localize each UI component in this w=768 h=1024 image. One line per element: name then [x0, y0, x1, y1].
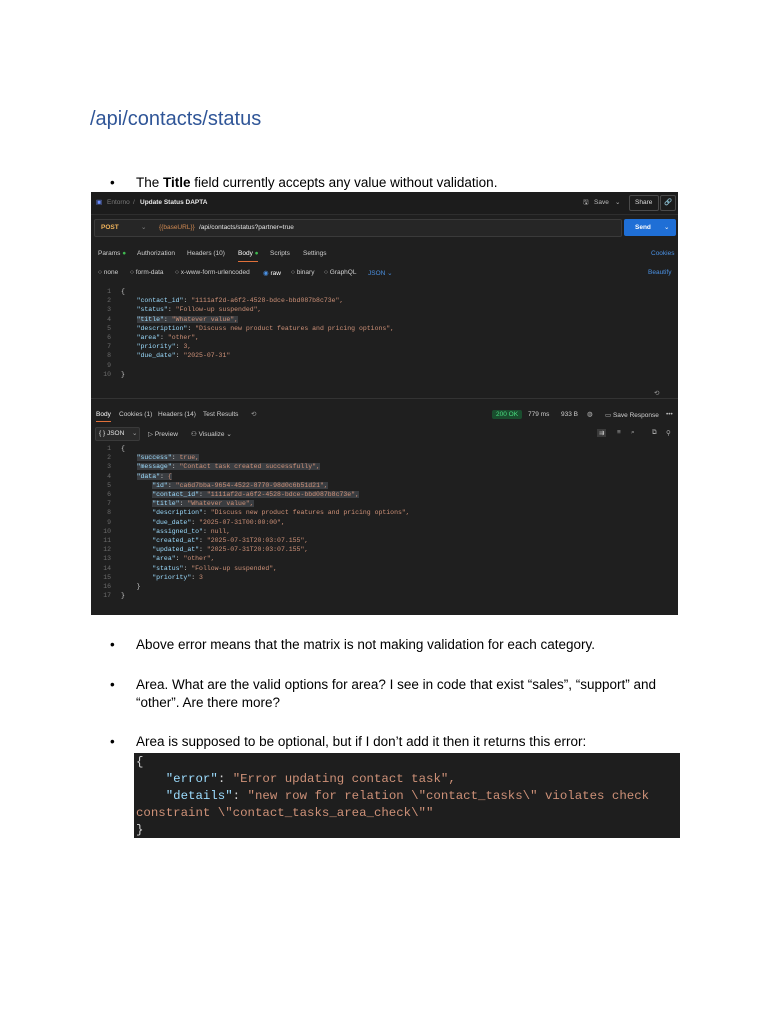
url-variable: {{baseURL}}	[159, 224, 195, 231]
beautify-link[interactable]: Beautify	[648, 269, 672, 276]
globe-icon[interactable]: ◍	[587, 411, 593, 418]
line-number: 1	[107, 445, 111, 452]
wrap-icon[interactable]: ⇉	[599, 430, 605, 437]
share-label: Share	[635, 199, 653, 206]
code-line	[91, 352, 230, 359]
line-number: 5	[107, 481, 111, 489]
more-icon[interactable]: •••	[666, 411, 673, 418]
body-type-urlencoded[interactable]: ○ x-www-form-urlencoded	[175, 269, 250, 276]
tab-params[interactable]: Params ●	[98, 250, 127, 257]
line-number: 9	[107, 361, 111, 369]
share-button[interactable]	[629, 195, 659, 211]
code-line	[91, 316, 238, 323]
code-text: "success": true,	[136, 454, 200, 462]
breadcrumb-parent[interactable]: Entorno	[107, 199, 130, 206]
code-text: "message": "Contact task created successfully",	[136, 463, 320, 471]
link-button[interactable]	[660, 195, 676, 211]
method-select[interactable]: POST	[101, 224, 119, 231]
tab-settings[interactable]: Settings	[303, 250, 327, 257]
response-format-label: { } JSON	[99, 430, 125, 437]
code-line: constraint \"contact_tasks_area_check\""	[136, 806, 434, 820]
code-text: }	[121, 370, 125, 378]
request-editor[interactable]	[91, 288, 678, 398]
code-text: "status": "Follow-up suspended",	[136, 306, 262, 314]
request-name[interactable]: Update Status DAPTA	[140, 199, 208, 206]
search-icon[interactable]: ⌕	[631, 429, 635, 436]
bullet3-text: Area. What are the valid options for area? I see in code that exist “sales”, “support” and “other”. Are there more?	[136, 677, 657, 710]
code-line	[91, 546, 308, 553]
line-number: 10	[103, 370, 111, 378]
line-number: 15	[103, 573, 111, 581]
line-number: 11	[103, 537, 111, 544]
code-text: "id": "ca6d7bba-9654-4522-8770-98d0c6b51d21",	[152, 481, 328, 489]
code-line	[91, 519, 285, 526]
code-line	[91, 565, 277, 572]
code-line: {	[136, 755, 144, 769]
code-text: "created_at": "2025-07-31T20:03:07.155",	[152, 537, 309, 544]
code-line	[91, 509, 410, 516]
bullet2-text: Above error means that the matrix is not making validation for each category.	[136, 637, 595, 652]
send-label: Send	[635, 224, 651, 231]
code-line	[91, 583, 141, 590]
bullet-title-validation	[110, 174, 680, 192]
code-line	[91, 500, 254, 507]
bullet1-pre: The	[136, 175, 164, 190]
history-icon[interactable]: ⟲	[251, 411, 257, 418]
code-text: "contact_id": "1111af2d-a6f2-4528-bdce-bbd087b8c73e",	[136, 297, 344, 305]
breadcrumb-sep: /	[133, 199, 135, 206]
code-text: }	[121, 583, 141, 590]
code-text: "area": "other",	[152, 555, 215, 563]
link-icon[interactable]: ⚲	[666, 430, 671, 437]
code-text: "title": "Whatever value",	[136, 315, 239, 323]
code-text: "description": "Discuss new product features and pricing options",	[152, 509, 410, 517]
line-number: 6	[107, 334, 111, 341]
code-text: "due_date": "2025-07-31T00:00:00",	[152, 518, 285, 526]
code-text: "data": {	[136, 472, 172, 480]
code-line	[91, 288, 125, 295]
code-text: "priority": 3	[152, 573, 203, 581]
code-text: "status": "Follow-up suspended",	[152, 564, 278, 572]
tab-body-underline	[238, 261, 258, 262]
line-number: 12	[103, 546, 111, 554]
code-text: "due_date": "2025-07-31"	[136, 352, 231, 360]
chevron-down-icon[interactable]: ⌄	[615, 199, 621, 206]
save-icon: 🖫	[583, 199, 589, 206]
bullet-dot: •	[110, 637, 115, 652]
bullet-dot: •	[110, 175, 115, 190]
line-number: 14	[103, 564, 111, 572]
resp-tab-cookies[interactable]: Cookies (1)	[119, 411, 153, 418]
code-text: }	[121, 592, 125, 600]
line-number: 17	[103, 592, 111, 600]
code-text: "contact_id": "1111af2d-a6f2-4528-bdce-bbd087b8c73e",	[152, 491, 359, 498]
cookies-link[interactable]: Cookies	[651, 250, 675, 257]
code-text: {	[121, 445, 125, 452]
line-number: 5	[107, 324, 111, 332]
filter-icon[interactable]: ≡	[617, 429, 621, 436]
code-line	[91, 537, 308, 544]
tab-scripts[interactable]: Scripts	[270, 250, 290, 257]
line-number: 8	[107, 509, 111, 517]
code-line	[91, 445, 125, 452]
code-text: "updated_at": "2025-07-31T20:03:07.155",	[152, 546, 309, 554]
code-line	[91, 306, 261, 313]
line-number: 2	[107, 454, 111, 462]
tab-headers[interactable]: Headers (10)	[187, 250, 225, 257]
status-badge: 200 OK	[492, 410, 522, 419]
send-chevron-icon[interactable]: ⌄	[664, 224, 670, 231]
code-line	[91, 454, 199, 461]
body-type-graphql[interactable]: ○ GraphQL	[324, 269, 357, 276]
line-number: 16	[103, 583, 111, 590]
code-line	[91, 371, 125, 378]
code-line	[91, 555, 215, 562]
line-number: 7	[107, 500, 111, 508]
bullet-area-optional	[110, 733, 680, 751]
bullet-area-options	[110, 676, 680, 712]
bullet-dot: •	[110, 734, 115, 749]
history-icon[interactable]: ⟲	[654, 390, 660, 397]
save-button[interactable]: Save	[594, 199, 609, 206]
body-format-select[interactable]: JSON ⌄	[368, 270, 393, 277]
line-number: 9	[107, 518, 111, 526]
body-type-none[interactable]: ○ none	[98, 269, 119, 276]
bullet-matrix	[110, 636, 680, 654]
body-type-form-data[interactable]: ○ form-data	[130, 269, 164, 276]
visualize-button[interactable]: ⚇ Visualize ⌄	[191, 431, 232, 438]
send-button[interactable]	[624, 219, 676, 236]
resp-tab-body-underline	[96, 421, 111, 422]
line-number: 4	[107, 315, 111, 323]
code-line	[91, 343, 191, 350]
line-number: 10	[103, 527, 111, 535]
postman-screenshot	[91, 192, 678, 615]
code-text: "description": "Discuss new product features and pricing options",	[136, 324, 395, 332]
line-number: 6	[107, 491, 111, 498]
line-number: 7	[107, 343, 111, 351]
code-line	[91, 528, 230, 535]
body-type-binary[interactable]: ○ binary	[291, 269, 315, 276]
code-text: "title": "Whatever value",	[152, 500, 254, 508]
resp-tab-headers[interactable]: Headers (14)	[158, 411, 196, 418]
response-format-select[interactable]	[95, 427, 140, 441]
code-line	[91, 473, 172, 480]
code-line	[91, 482, 328, 489]
method-chevron-icon: ⌄	[141, 224, 147, 231]
code-line	[91, 362, 121, 369]
tab-body[interactable]: Body ●	[238, 250, 259, 257]
code-text: "priority": 3,	[136, 343, 192, 351]
line-number: 4	[107, 472, 111, 480]
bullet4-text: Area is supposed to be optional, but if I don’t add it then it returns this error:	[136, 734, 587, 749]
line-number: 2	[107, 297, 111, 305]
line-number: 8	[107, 352, 111, 360]
code-line	[91, 325, 394, 332]
code-text: "assigned_to": null,	[152, 527, 231, 535]
code-line	[91, 334, 199, 341]
page-heading: /api/contacts/status	[90, 108, 262, 130]
copy-icon[interactable]: ⧉	[652, 429, 657, 436]
tab-authorization[interactable]: Authorization	[137, 250, 175, 257]
response-divider	[91, 398, 678, 399]
response-viewer[interactable]	[91, 445, 678, 610]
line-number: 13	[103, 555, 111, 563]
code-line	[91, 463, 320, 470]
bullet-dot: •	[110, 677, 115, 692]
body-type-raw[interactable]: ◉ raw	[263, 270, 281, 277]
code-line	[91, 574, 203, 581]
preview-button[interactable]: ▷ Preview	[148, 431, 178, 438]
link-icon: 🔗	[664, 199, 673, 206]
code-line: "error": "Error updating contact task",	[165, 772, 456, 786]
code-line	[91, 592, 125, 599]
collection-icon: ▣	[96, 199, 103, 206]
chevron-down-icon: ⌄	[132, 430, 138, 437]
response-time: 779 ms	[528, 411, 550, 418]
url-bar[interactable]	[94, 219, 622, 237]
line-number: 3	[107, 306, 111, 314]
code-text: {	[121, 288, 125, 295]
resp-tab-body[interactable]: Body	[96, 411, 111, 418]
error-code-block	[134, 753, 680, 838]
line-number: 3	[107, 463, 111, 471]
line-number: 1	[107, 288, 111, 295]
code-line: }	[136, 823, 144, 837]
code-line	[91, 491, 359, 498]
code-line	[91, 297, 343, 304]
url-path[interactable]: /api/contacts/status?partner=true	[199, 224, 294, 231]
save-response-button[interactable]: ▭ Save Response	[605, 412, 659, 419]
response-size: 933 B	[561, 411, 578, 418]
code-text: "area": "other",	[136, 334, 200, 341]
bullet1-post: field currently accepts any value without validation.	[190, 175, 498, 190]
code-line: "details": "new row for relation \"contact_tasks\" violates check	[165, 789, 650, 803]
bullet1-bold: Title	[163, 175, 191, 190]
resp-tab-tests[interactable]: Test Results	[203, 411, 239, 418]
